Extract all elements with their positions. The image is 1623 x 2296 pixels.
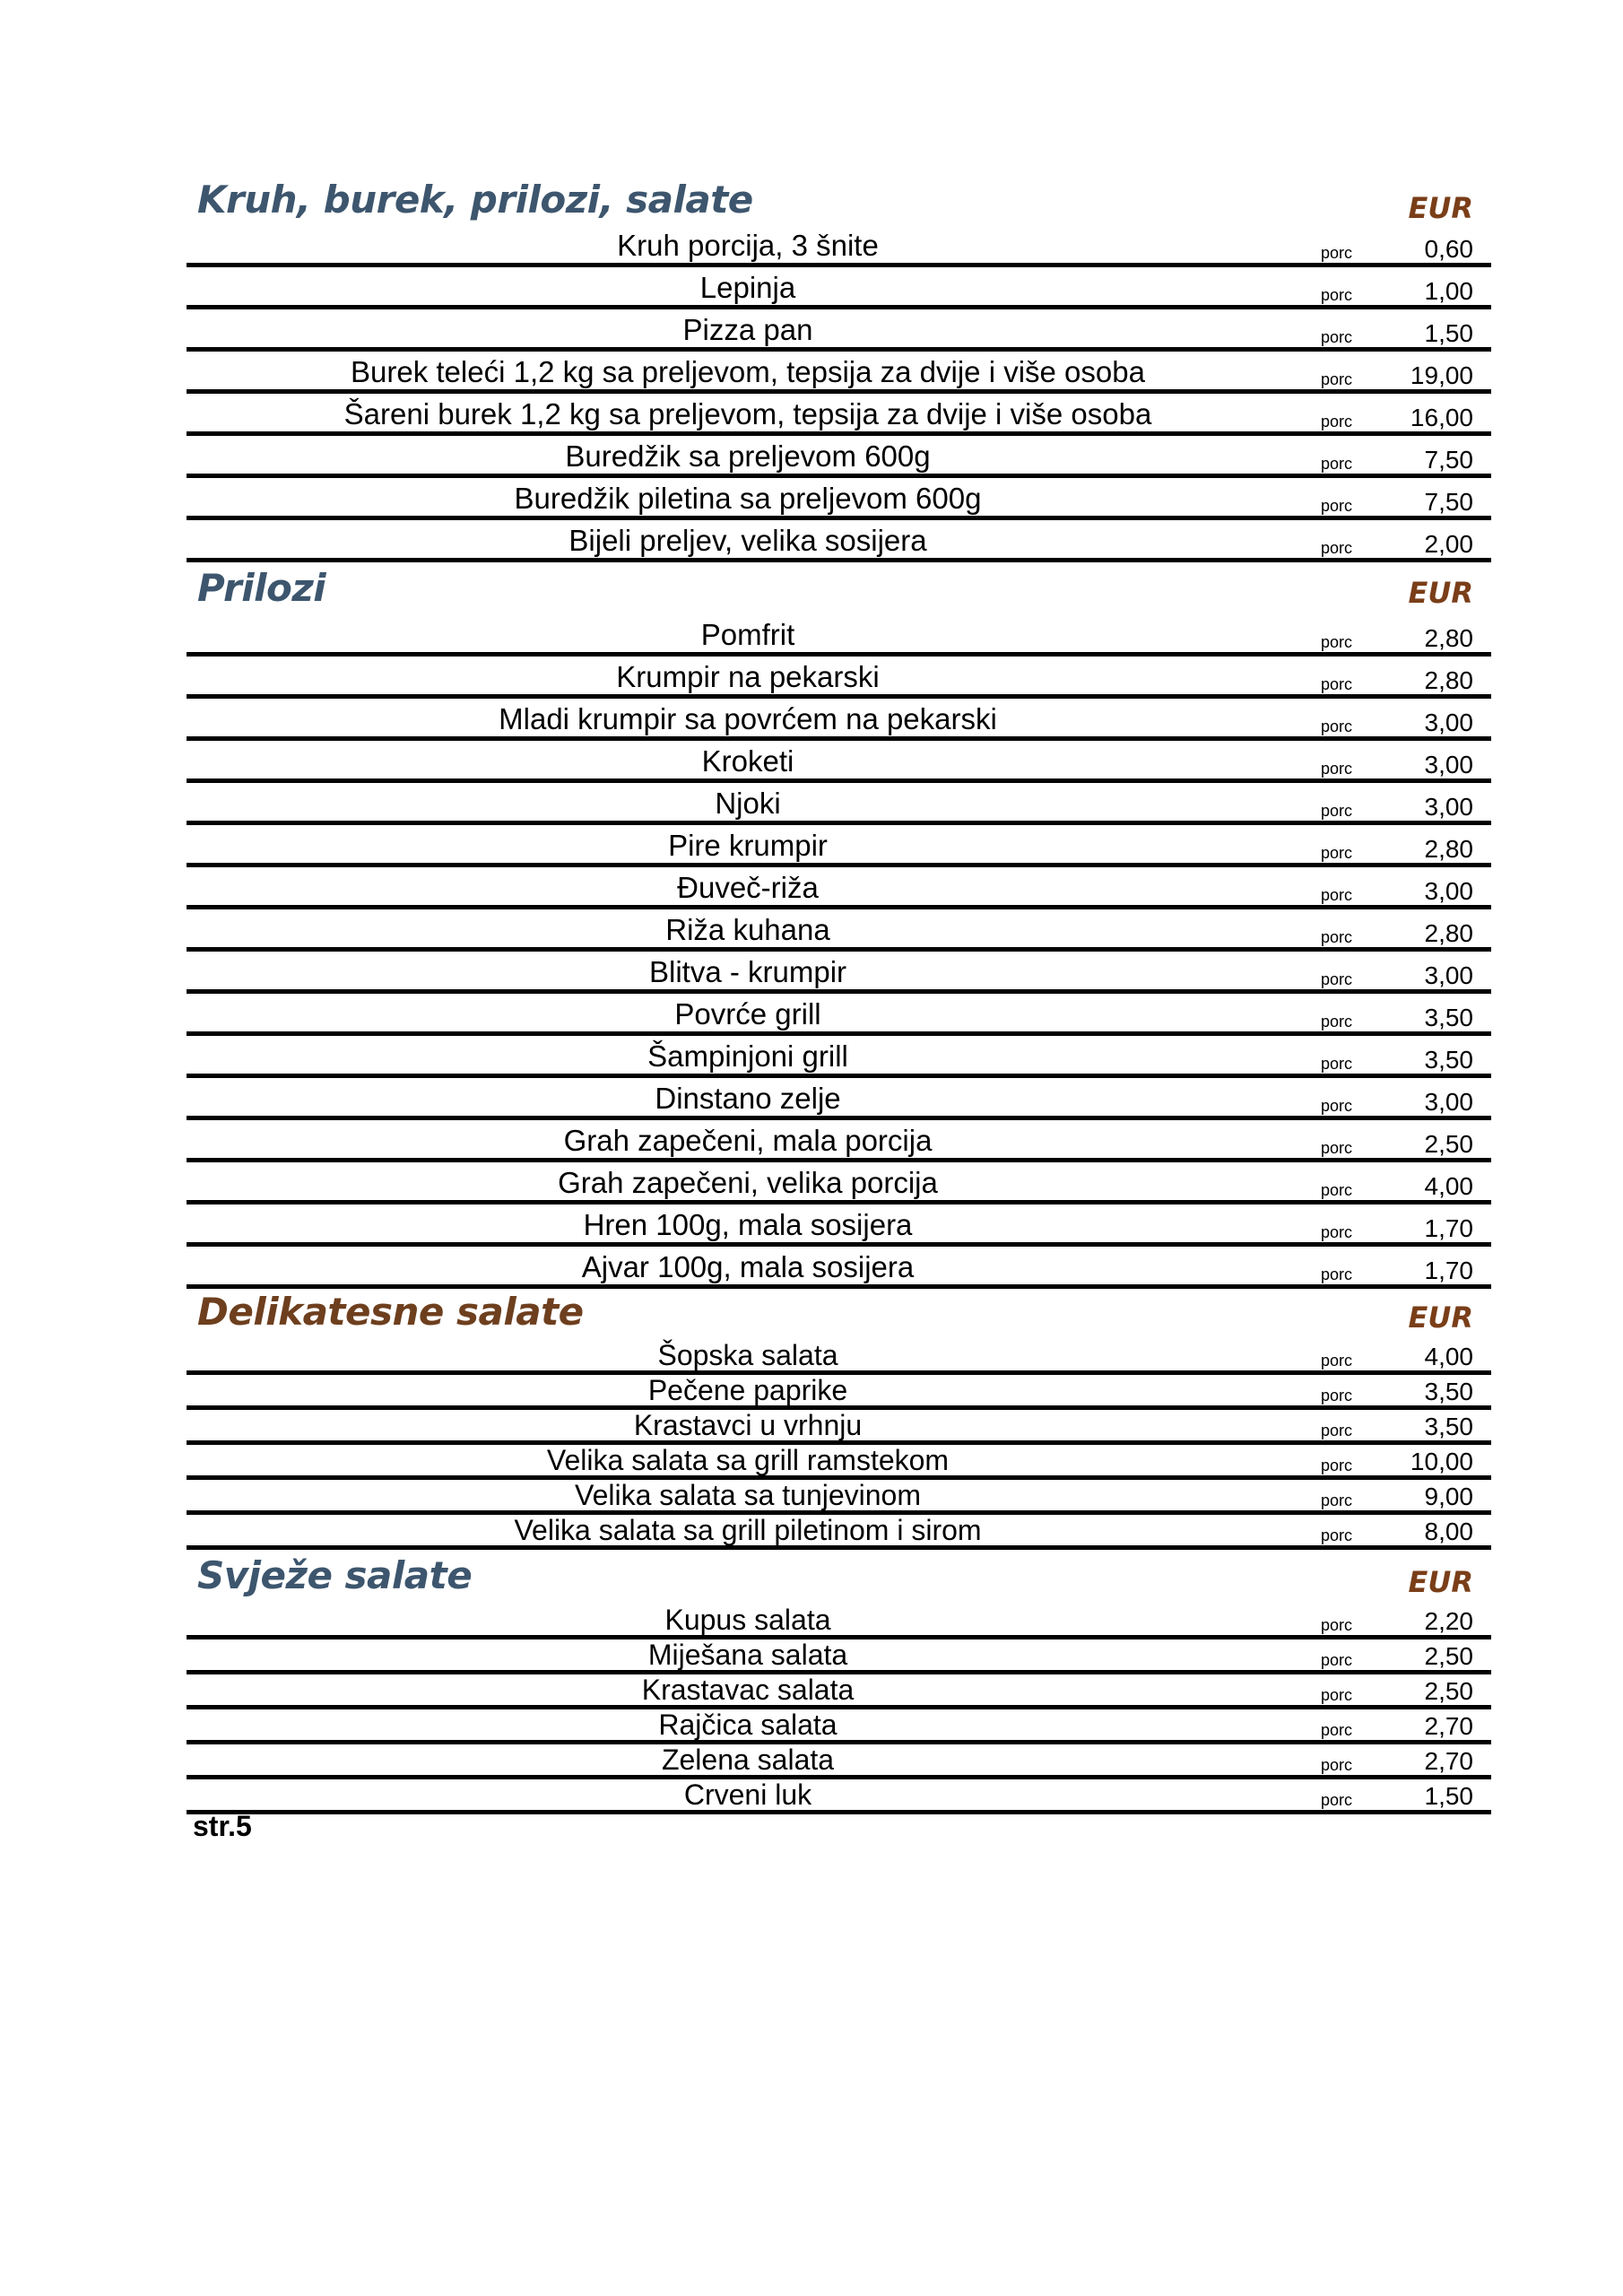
- item-unit: porc: [1321, 928, 1353, 946]
- item-price: 2,80: [1424, 919, 1473, 947]
- item-name: Šareni burek 1,2 kg sa preljevom, tepsija za dvije i više osoba: [343, 397, 1152, 430]
- list-item: [187, 783, 1491, 825]
- item-name: Šampinjoni grill: [647, 1039, 848, 1073]
- list-item: [187, 1247, 1491, 1289]
- item-unit: porc: [1321, 1352, 1353, 1370]
- item-price: 1,70: [1424, 1257, 1473, 1284]
- list-item: [187, 1036, 1491, 1078]
- section-header-prilozi: [187, 562, 1491, 616]
- item-price: 3,00: [1424, 961, 1473, 989]
- item-unit: porc: [1321, 886, 1353, 904]
- item-price: 3,50: [1424, 1046, 1473, 1074]
- item-name: Buredžik piletina sa preljevom 600g: [514, 482, 982, 515]
- item-name: Šopska salata: [657, 1339, 838, 1371]
- item-unit: porc: [1321, 1013, 1353, 1031]
- list-item: [187, 1078, 1491, 1120]
- item-price: 3,50: [1424, 1378, 1473, 1405]
- item-price: 3,00: [1424, 793, 1473, 821]
- item-unit: porc: [1321, 1791, 1353, 1809]
- list-item: [187, 952, 1491, 994]
- item-name: Blitva - krumpir: [648, 955, 847, 988]
- item-price: 1,00: [1424, 277, 1473, 305]
- list-item: [187, 1120, 1491, 1162]
- item-price: 2,80: [1424, 666, 1473, 694]
- item-name: Burek teleći 1,2 kg sa preljevom, tepsija za dvije i više osoba: [351, 355, 1145, 388]
- list-item: [187, 909, 1491, 952]
- item-price: 1,50: [1424, 319, 1473, 347]
- item-name: Hren 100g, mala sosijera: [583, 1208, 913, 1241]
- item-unit: porc: [1321, 1181, 1353, 1199]
- item-unit: porc: [1321, 844, 1353, 862]
- section-title: Prilozi: [197, 566, 326, 610]
- item-name: Kruh porcija, 3 šnite: [617, 229, 879, 262]
- item-price: 2,50: [1424, 1677, 1473, 1705]
- item-unit: porc: [1321, 328, 1353, 346]
- item-unit: porc: [1321, 1265, 1353, 1283]
- item-price: 3,50: [1424, 1004, 1473, 1031]
- item-unit: porc: [1321, 633, 1353, 651]
- item-price: 3,00: [1424, 709, 1473, 736]
- list-item: [187, 309, 1491, 352]
- item-price: 9,00: [1424, 1483, 1473, 1510]
- item-unit: porc: [1321, 1616, 1353, 1634]
- item-name: Ajvar 100g, mala sosijera: [581, 1250, 915, 1283]
- list-item: [187, 616, 1491, 657]
- currency-label: EUR: [1408, 1565, 1473, 1599]
- item-name: Grah zapečeni, mala porcija: [563, 1124, 933, 1157]
- list-item: [187, 1674, 1491, 1709]
- item-price: 2,80: [1424, 835, 1473, 863]
- item-price: 3,00: [1424, 751, 1473, 778]
- section-header-kruh: [187, 179, 1491, 226]
- item-price: 2,70: [1424, 1747, 1473, 1775]
- list-item: [187, 867, 1491, 909]
- item-name: Bijeli preljev, velika sosijera: [568, 524, 927, 557]
- item-name: Krastavci u vrhnju: [633, 1409, 863, 1441]
- item-name: Krumpir na pekarski: [616, 660, 880, 693]
- item-price: 3,00: [1424, 877, 1473, 905]
- item-unit: porc: [1321, 675, 1353, 693]
- item-unit: porc: [1321, 1097, 1353, 1115]
- item-unit: porc: [1321, 1387, 1353, 1405]
- item-unit: porc: [1321, 802, 1353, 820]
- list-item: [187, 1639, 1491, 1674]
- item-name: Zelena salata: [661, 1744, 835, 1776]
- item-price: 2,70: [1424, 1712, 1473, 1740]
- item-price: 16,00: [1410, 404, 1473, 431]
- item-price: 2,50: [1424, 1642, 1473, 1670]
- item-name: Đuveč-riža: [677, 871, 819, 904]
- section-header-delikatesne: [187, 1289, 1491, 1339]
- item-name: Mladi krumpir sa povrćem na pekarski: [499, 702, 997, 735]
- item-unit: porc: [1321, 718, 1353, 735]
- item-unit: porc: [1321, 1526, 1353, 1544]
- list-item: [187, 352, 1491, 394]
- item-price: 2,00: [1424, 530, 1473, 558]
- list-item: [187, 1375, 1491, 1410]
- section-title: Delikatesne salate: [197, 1290, 584, 1334]
- list-item: [187, 1205, 1491, 1247]
- item-unit: porc: [1321, 1651, 1353, 1669]
- item-price: 3,50: [1424, 1413, 1473, 1440]
- item-price: 2,20: [1424, 1607, 1473, 1635]
- list-item: [187, 1709, 1491, 1744]
- section-header-svjeze: [187, 1550, 1491, 1604]
- item-unit: porc: [1321, 1756, 1353, 1774]
- item-unit: porc: [1321, 1055, 1353, 1073]
- item-name: Riža kuhana: [665, 913, 830, 946]
- section-items-delikatesne: [187, 1339, 1491, 1550]
- item-price: 4,00: [1424, 1172, 1473, 1200]
- item-name: Pizza pan: [682, 313, 813, 346]
- currency-label: EUR: [1408, 191, 1473, 225]
- item-unit: porc: [1321, 497, 1353, 515]
- item-unit: porc: [1321, 1686, 1353, 1704]
- item-unit: porc: [1321, 1422, 1353, 1439]
- list-item: [187, 478, 1491, 520]
- list-item: [187, 1162, 1491, 1205]
- item-price: 19,00: [1410, 361, 1473, 389]
- list-item: [187, 994, 1491, 1036]
- list-item: [187, 699, 1491, 741]
- list-item: [187, 267, 1491, 309]
- item-name: Velika salata sa grill ramstekom: [546, 1444, 950, 1476]
- item-name: Krastavac salata: [641, 1674, 855, 1706]
- list-item: [187, 226, 1491, 267]
- section-items-svjeze: [187, 1604, 1491, 1814]
- item-name: Miješana salata: [647, 1639, 848, 1671]
- item-price: 7,50: [1424, 446, 1473, 474]
- item-price: 8,00: [1424, 1518, 1473, 1545]
- menu-page: [187, 179, 1491, 1814]
- list-item: [187, 1410, 1491, 1445]
- item-name: Grah zapečeni, velika porcija: [558, 1166, 938, 1199]
- section-title: Svježe salate: [197, 1553, 473, 1597]
- list-item: [187, 825, 1491, 867]
- page-number: str.5: [193, 1810, 252, 1842]
- list-item: [187, 1480, 1491, 1515]
- item-price: 2,50: [1424, 1130, 1473, 1158]
- item-price: 1,70: [1424, 1214, 1473, 1242]
- currency-label: EUR: [1408, 576, 1473, 610]
- list-item: [187, 741, 1491, 783]
- item-price: 1,50: [1424, 1782, 1473, 1810]
- list-item: [187, 1604, 1491, 1639]
- item-name: Buredžik sa preljevom 600g: [565, 439, 931, 473]
- list-item: [187, 1744, 1491, 1779]
- section-items-prilozi: [187, 616, 1491, 1289]
- list-item: [187, 436, 1491, 478]
- item-name: Dinstano zelje: [655, 1082, 841, 1115]
- list-item: [187, 1515, 1491, 1550]
- list-item: [187, 1339, 1491, 1375]
- item-name: Njoki: [715, 787, 781, 820]
- item-name: Rajčica salata: [658, 1709, 838, 1741]
- item-price: 7,50: [1424, 488, 1473, 516]
- list-item: [187, 394, 1491, 436]
- item-unit: porc: [1321, 1721, 1353, 1739]
- item-price: 10,00: [1410, 1448, 1473, 1475]
- item-price: 2,80: [1424, 624, 1473, 652]
- item-unit: porc: [1321, 1223, 1353, 1241]
- item-name: Pomfrit: [700, 618, 795, 651]
- item-name: Lepinja: [699, 271, 796, 304]
- item-unit: porc: [1321, 1492, 1353, 1509]
- item-name: Crveni luk: [683, 1779, 812, 1811]
- list-item: [187, 657, 1491, 699]
- section-title: Kruh, burek, prilozi, salate: [197, 178, 753, 222]
- item-unit: porc: [1321, 286, 1353, 304]
- item-unit: porc: [1321, 244, 1353, 262]
- item-name: Kroketi: [701, 744, 794, 778]
- item-name: Kupus salata: [664, 1604, 831, 1636]
- list-item: [187, 1445, 1491, 1480]
- item-unit: porc: [1321, 539, 1353, 557]
- item-unit: porc: [1321, 760, 1353, 778]
- list-item: [187, 1779, 1491, 1814]
- item-price: 3,00: [1424, 1088, 1473, 1116]
- item-name: Velika salata sa grill piletinom i sirom: [514, 1514, 982, 1546]
- item-price: 4,00: [1424, 1343, 1473, 1370]
- item-unit: porc: [1321, 455, 1353, 473]
- item-unit: porc: [1321, 1139, 1353, 1157]
- item-unit: porc: [1321, 1457, 1353, 1474]
- item-name: Pire krumpir: [668, 829, 828, 862]
- section-items-kruh: [187, 226, 1491, 562]
- list-item: [187, 520, 1491, 562]
- item-unit: porc: [1321, 970, 1353, 988]
- item-unit: porc: [1321, 370, 1353, 388]
- currency-label: EUR: [1408, 1300, 1473, 1335]
- item-unit: porc: [1321, 413, 1353, 430]
- item-price: 0,60: [1424, 235, 1473, 263]
- item-name: Pečene paprike: [647, 1374, 848, 1406]
- item-name: Povrće grill: [674, 997, 821, 1031]
- item-name: Velika salata sa tunjevinom: [575, 1479, 921, 1511]
